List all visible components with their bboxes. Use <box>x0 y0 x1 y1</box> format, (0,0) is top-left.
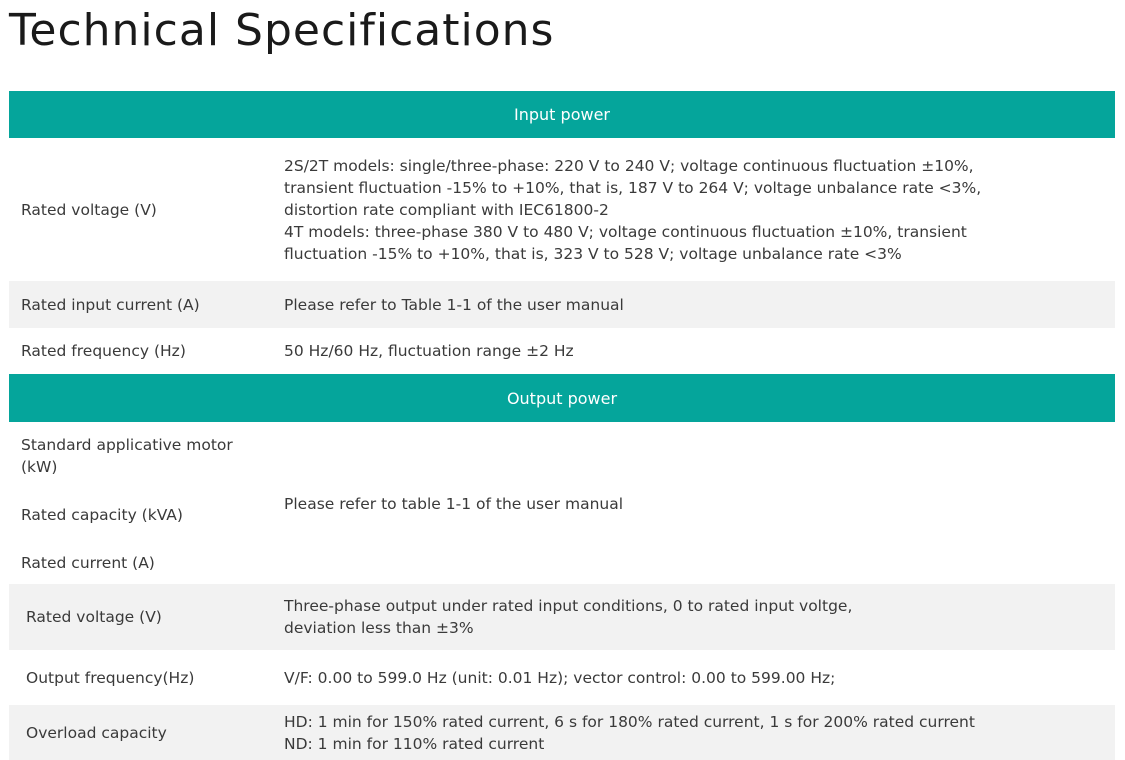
row-label: Output frequency(Hz) <box>26 668 195 687</box>
row-label: Rated voltage (V) <box>26 608 162 626</box>
page-title: Technical Specifications <box>9 5 555 56</box>
row-value: Please refer to Table 1-1 of the user manual <box>284 295 624 314</box>
table-row-rated-voltage-input <box>9 138 1115 281</box>
table-row-merged-output <box>9 422 1115 584</box>
section-header-output-power: Output power <box>9 374 1115 422</box>
table-row-rated-frequency <box>9 328 1115 374</box>
row-value: HD: 1 min for 150% rated current, 6 s for 180% rated current, 1 s for 200% rated current ND: 1 min for 110% rated current <box>284 712 975 753</box>
table-row-rated-voltage-output <box>9 584 1115 650</box>
table-row-rated-input-current <box>9 281 1115 328</box>
row-value: 2S/2T models: single/three-phase: 220 V to 240 V; voltage continuous fluctuation ±10%, transient fluctuation -15% to +10%, that is, 187 V to 264 V; voltage unbalance rate <3%, distortion rate compliant with IEC61800-2 4T models: three-phase 380 V to 480 V; voltage continuous fluctuation ±10%, transient fluctuation -15% to +10%, that is, 323 V to 528 V; voltage unbalance rate <3% <box>284 156 982 263</box>
table-row-overload-capacity <box>9 705 1115 760</box>
row-label: Rated input current (A) <box>21 295 200 314</box>
row-label: Rated frequency (Hz) <box>21 342 186 360</box>
row-label-rated-current: Rated current (A) <box>21 554 155 572</box>
table-row-output-frequency <box>9 650 1115 705</box>
section-header-input-power: Input power <box>9 91 1115 138</box>
row-label: Overload capacity <box>26 723 167 742</box>
row-value: Three-phase output under rated input conditions, 0 to rated input voltge, deviation less than ±3% <box>284 597 853 637</box>
row-value: 50 Hz/60 Hz, fluctuation range ±2 Hz <box>284 342 574 360</box>
row-label-rated-capacity: Rated capacity (kVA) <box>21 506 183 524</box>
merged-row-value: Please refer to table 1-1 of the user manual <box>284 495 624 513</box>
row-value: V/F: 0.00 to 599.0 Hz (unit: 0.01 Hz); vector control: 0.00 to 599.00 Hz; <box>284 668 836 687</box>
row-label: Rated voltage (V) <box>21 200 157 219</box>
row-label-standard-motor: Standard applicative motor (kW) <box>21 436 233 476</box>
